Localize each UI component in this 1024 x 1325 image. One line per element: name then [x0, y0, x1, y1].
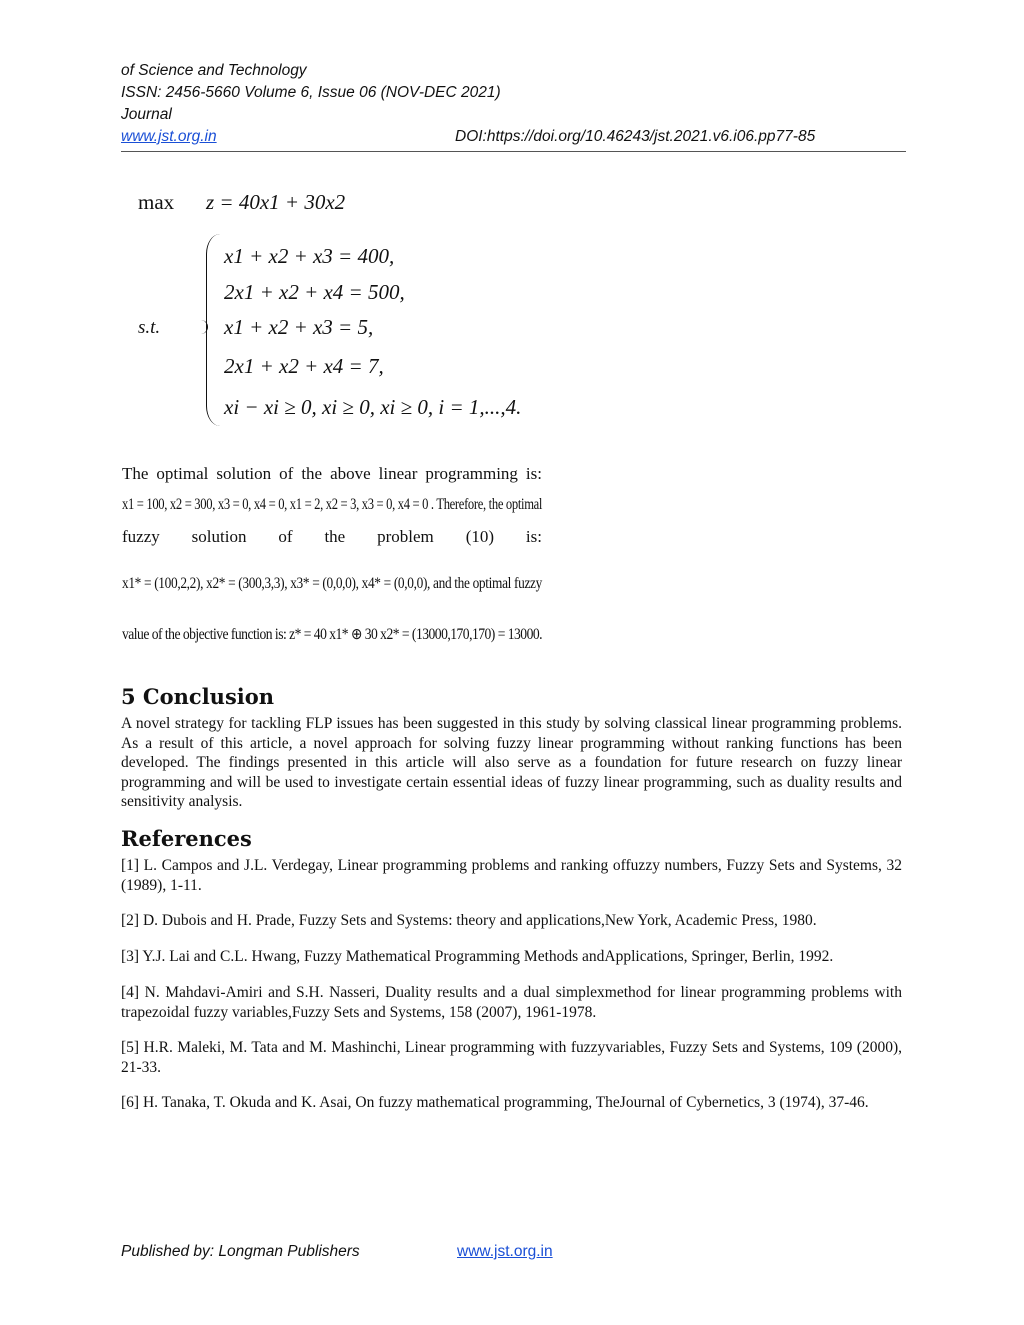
constraint-brace	[206, 234, 221, 426]
conclusion-heading: 5 Conclusion	[121, 684, 275, 709]
constraint-5: xi − xi ≥ 0, xi ≥ 0, xi ≥ 0, i = 1,...,4.	[224, 395, 522, 419]
journal-website-link[interactable]: www.jst.org.in	[121, 128, 217, 145]
header-link-row	[121, 126, 906, 148]
solution-line-3: fuzzy solution of the problem (10) is:	[122, 527, 542, 546]
subject-to-label: s.t.	[138, 317, 161, 338]
solution-line-4: x1* = (100,2,2), x2* = (300,3,3), x3* = (0,0,0), x4* = (0,0,0), and the optimal fuzzy	[122, 575, 542, 592]
constraint-4: 2x1 + x2 + x4 = 7,	[224, 354, 384, 378]
publisher-text: Published by: Longman Publishers	[121, 1243, 360, 1260]
references-heading: References	[121, 826, 252, 851]
constraint-1: x1 + x2 + x3 = 400,	[224, 244, 395, 268]
issn-line: ISSN: 2456-5660 Volume 6, Issue 06 (NOV-DEC 2021)	[121, 84, 501, 101]
max-label: max	[138, 190, 175, 214]
constraint-2: 2x1 + x2 + x4 = 500,	[224, 280, 405, 304]
reference-6: [6] H. Tanaka, T. Okuda and K. Asai, On fuzzy mathematical programming, TheJournal of Cybernetics, 3 (1974), 37-46.	[121, 1094, 869, 1111]
journal-name-line1: of Science and Technology	[121, 62, 307, 79]
solution-line-5: value of the objective function is: z* = 40 x1* ⊕ 30 x2* = (13000,170,170) = 13000.	[122, 626, 543, 643]
constraint-3: x1 + x2 + x3 = 5,	[224, 315, 374, 339]
footer-website-link[interactable]: www.jst.org.in	[457, 1243, 553, 1260]
objective-function: z = 40x1 + 30x2	[206, 190, 346, 214]
journal-header	[121, 60, 906, 148]
reference-5: [5] H.R. Maleki, M. Tata and M. Mashinchi, Linear programming with fuzzyvariables, Fuzzy Sets and Systems, 109 (2000), 21-33.	[121, 1039, 902, 1076]
page-footer	[121, 1243, 821, 1261]
reference-2: [2] D. Dubois and H. Prade, Fuzzy Sets and Systems: theory and applications,New York, Academic Press, 1980.	[121, 912, 817, 929]
reference-3: [3] Y.J. Lai and C.L. Hwang, Fuzzy Mathematical Programming Methods andApplications, Springer, Berlin, 1992.	[121, 948, 834, 965]
solution-line-2: x1 = 100, x2 = 300, x3 = 0, x4 = 0, x1 = 2, x2 = 3, x3 = 0, x4 = 0 . Therefore, the optimal	[122, 496, 543, 513]
solution-line-1: The optimal solution of the above linear programming is:	[122, 464, 542, 483]
header-divider	[121, 151, 906, 152]
doi-text: DOI:https://doi.org/10.46243/jst.2021.v6.i06.pp77-85	[455, 128, 816, 145]
reference-4: [4] N. Mahdavi-Amiri and S.H. Nasseri, Duality results and a dual simplexmethod for linear programming problems with trapezoidal fuzzy variables,Fuzzy Sets and Systems, 158 (2007), 1961-1978.	[121, 984, 902, 1021]
journal-name-line3: Journal	[121, 106, 172, 123]
reference-1: [1] L. Campos and J.L. Verdegay, Linear programming problems and ranking offuzzy numbers, Fuzzy Sets and Systems, 32 (1989), 1-11.	[121, 857, 902, 894]
conclusion-paragraph: A novel strategy for tackling FLP issues has been suggested in this study by solving classical linear programming problems. As a result of this article, a novel approach for solving fuzzy linear programming without ranking functions has been developed. The findings presented in this article will also serve as a foundation for future research on fuzzy linear programming and will be used to investigate certain essential ideas of fuzzy linear programming, such as duality results and sensitivity analysis.	[121, 715, 902, 810]
